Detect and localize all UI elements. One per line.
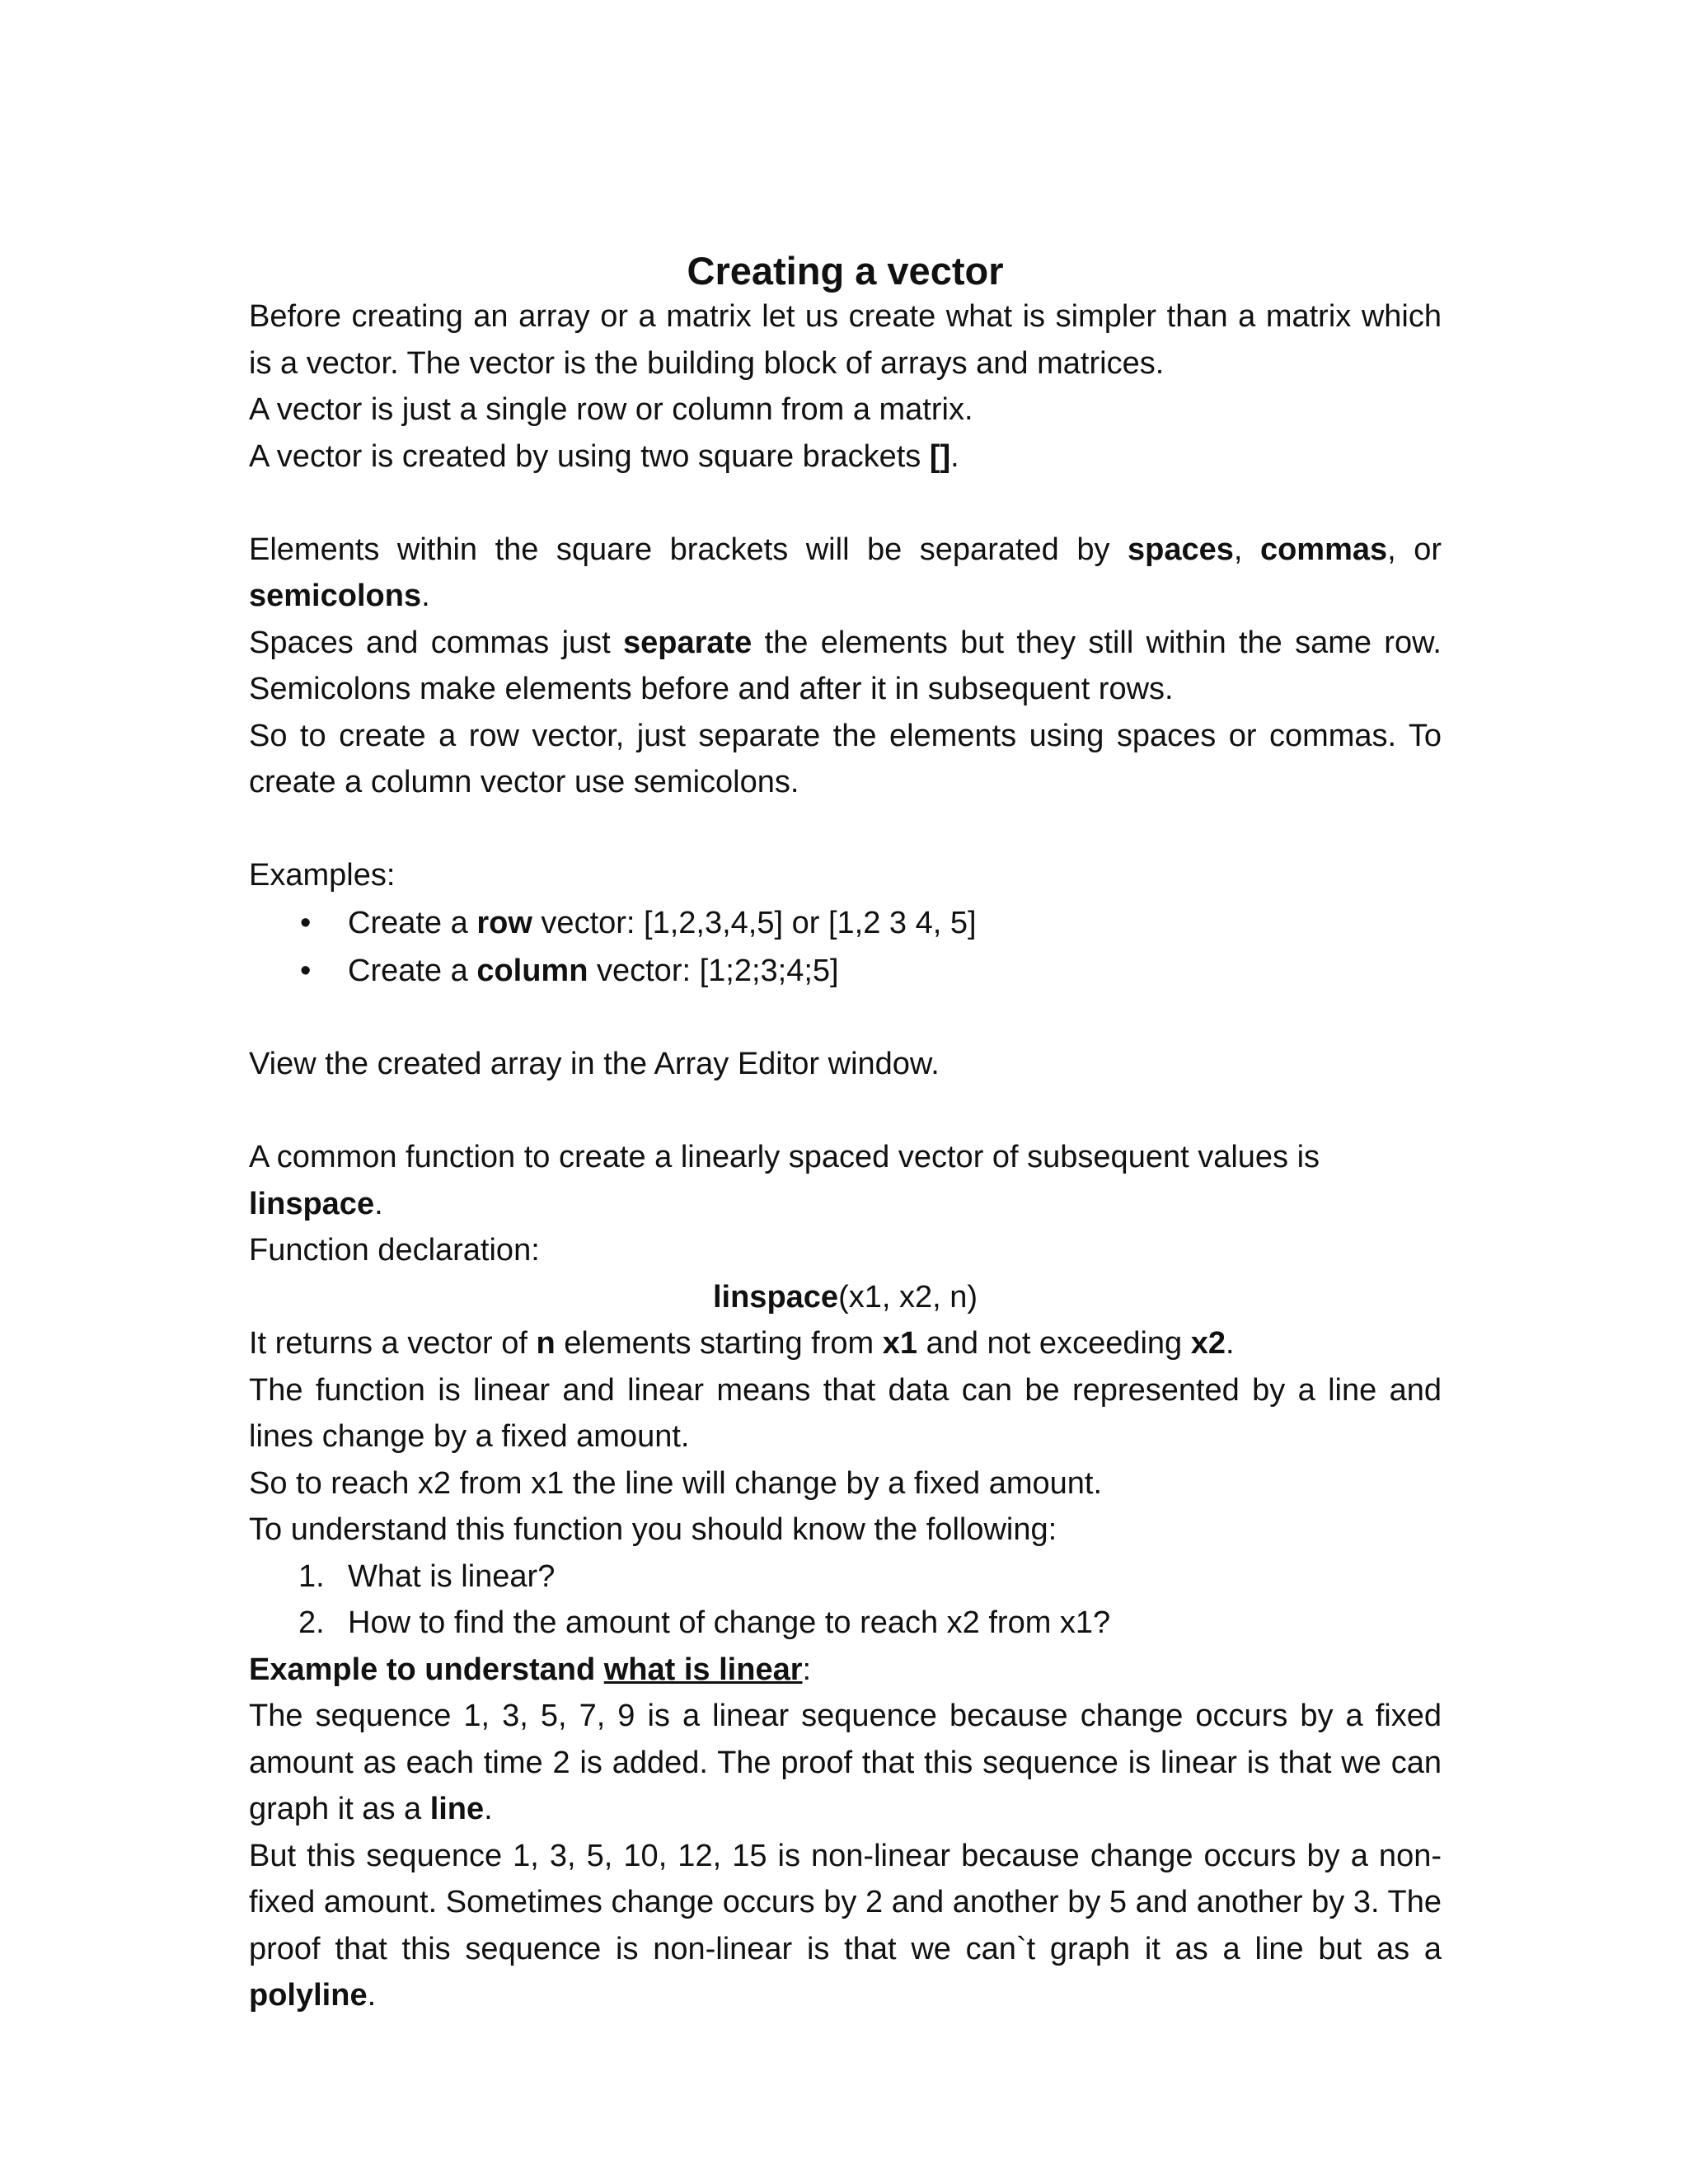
page-title: Creating a vector (687, 249, 1004, 293)
examples-heading: Examples: (249, 858, 396, 893)
spacer (249, 480, 1442, 527)
list-item: 1. What is linear? (298, 1558, 556, 1594)
separators-paragraph: Elements within the square brackets will be separated by spaces, commas, or semicolons. (249, 532, 1442, 613)
linspace-intro: A common function to create a linearly spaced vector of subsequent values is linspace. (249, 1140, 1320, 1221)
nonlinear-sequence-paragraph: But this sequence 1, 3, 5, 10, 12, 15 is non-linear because change occurs by a non-fixed amount. Sometimes change occurs by 2 and another by 5 and another by 3. The proof that this sequence is non-linear is that we can`t graph it as a line but as a polyline. (249, 1838, 1442, 2013)
linear-sequence-paragraph: The sequence 1, 3, 5, 7, 9 is a linear sequence because change occurs by a fixed amount as each time 2 is added. The proof that this sequence is linear is that we can graph it as a line. (249, 1699, 1442, 1826)
list-item: • Create a column vector: [1;2;3;4;5] (249, 947, 1442, 995)
intro-paragraph-1: Before creating an array or a matrix let us create what is simpler than a matrix which is a vector. The vector is the building block of arrays and matrices. (249, 299, 1442, 381)
howto-paragraph: So to create a row vector, just separate the elements using spaces or commas. To create a column vector use semicolons. (249, 718, 1442, 799)
function-declaration: linspace(x1, x2, n) (712, 1279, 978, 1315)
reach-paragraph: So to reach x2 from x1 the line will change by a fixed amount. (249, 1465, 1102, 1501)
understand-paragraph: To understand this function you should know the following: (249, 1512, 1057, 1547)
questions-list (249, 1554, 1442, 1647)
brackets-bold: [] (929, 438, 951, 474)
spacer (249, 1088, 1442, 1135)
linear-definition: The function is linear and linear means that data can be represented by a line and lines change by a fixed amount. (249, 1372, 1442, 1454)
list-item: 2. How to find the amount of change to reach x2 from x1? (298, 1605, 1111, 1640)
rows-paragraph: Spaces and commas just separate the elements but they still within the same row. Semicolons make elements before and after it in subsequent rows. (249, 625, 1442, 706)
spacer (249, 806, 1442, 853)
document-page (249, 244, 1442, 2019)
spacer (249, 995, 1442, 1042)
intro-paragraph-2: A vector is just a single row or column from a matrix. (249, 392, 973, 427)
declaration-label: Function declaration: (249, 1233, 540, 1268)
view-paragraph: View the created array in the Array Editor window. (249, 1047, 940, 1081)
returns-paragraph: It returns a vector of n elements starting from x1 and not exceeding x2. (249, 1326, 1235, 1361)
examples-list (249, 899, 1442, 995)
bullet-icon: • (300, 905, 312, 940)
example-linear-heading: Example to understand what is linear: (249, 1652, 812, 1687)
list-item: • Create a row vector: [1,2,3,4,5] or [1,2 3 4, 5] (249, 899, 1442, 947)
intro-paragraph-3: A vector is created by using two square brackets []. (249, 438, 959, 474)
bullet-icon: • (300, 953, 312, 988)
